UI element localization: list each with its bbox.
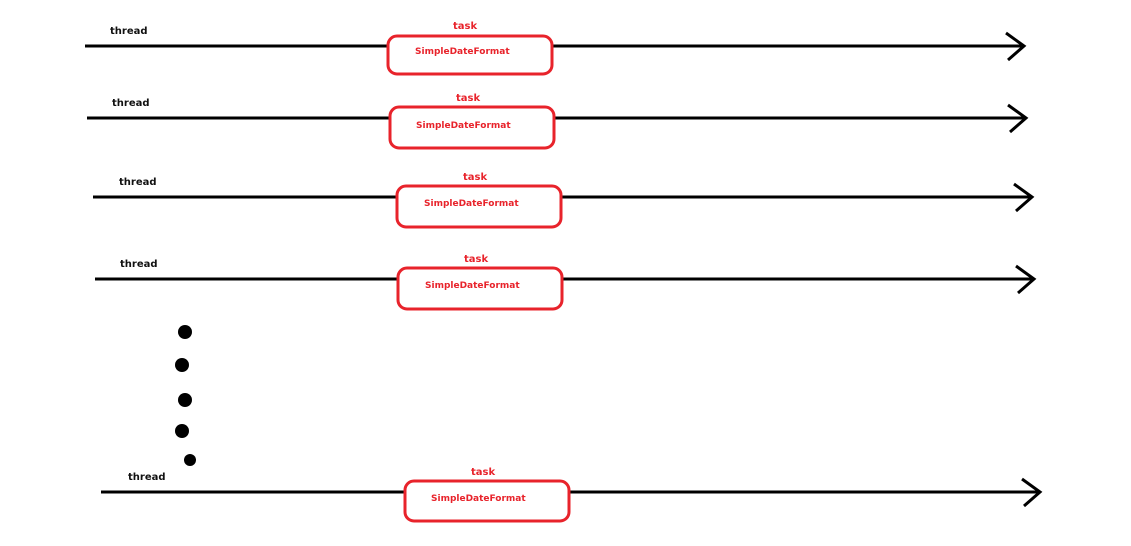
ellipsis-dot-icon <box>175 358 189 372</box>
task-box-label: SimpleDateFormat <box>416 121 511 131</box>
thread-row-4 <box>95 254 1034 309</box>
thread-label: thread <box>120 259 158 270</box>
ellipsis-dot-icon <box>178 393 192 407</box>
task-label: task <box>471 467 496 478</box>
task-box-label: SimpleDateFormat <box>424 199 519 209</box>
thread-row-5 <box>101 467 1040 521</box>
ellipsis-dot-icon <box>178 325 192 339</box>
task-box-label: SimpleDateFormat <box>415 47 510 57</box>
thread-label: thread <box>112 98 150 109</box>
thread-label: thread <box>128 472 166 483</box>
thread-label: thread <box>119 177 157 188</box>
ellipsis-dot-icon <box>175 424 189 438</box>
thread-row-2 <box>87 93 1026 148</box>
task-label: task <box>464 254 489 265</box>
thread-row-1 <box>85 21 1024 74</box>
ellipsis-dot-icon <box>184 454 196 466</box>
task-label: task <box>456 93 481 104</box>
ellipsis-dots <box>175 325 196 466</box>
task-box-label: SimpleDateFormat <box>431 494 526 504</box>
thread-row-3 <box>93 172 1032 227</box>
task-label: task <box>463 172 488 183</box>
task-box-label: SimpleDateFormat <box>425 281 520 291</box>
task-label: task <box>453 21 478 32</box>
thread-label: thread <box>110 26 148 37</box>
